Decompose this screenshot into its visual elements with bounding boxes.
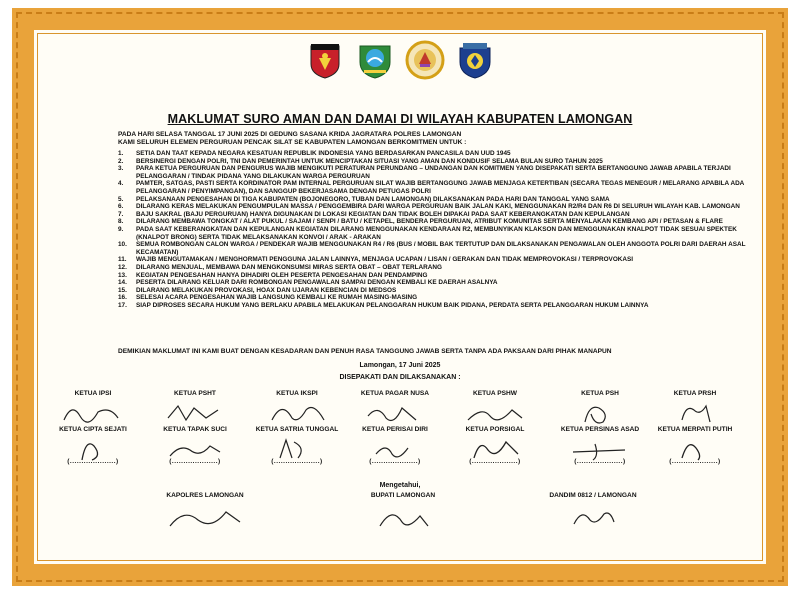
agreement-heading: DISEPAKATI DAN DILAKSANAKAN : xyxy=(339,374,461,381)
list-item xyxy=(118,287,748,295)
handwritten-signature xyxy=(262,400,332,426)
signatory-role: KETUA PSH xyxy=(581,390,619,397)
signature-line: (....................) xyxy=(469,457,521,465)
list-item xyxy=(118,211,748,219)
signature-block-dandim xyxy=(528,492,658,532)
commitment-list xyxy=(118,150,748,309)
signatory-role: KETUA PAGAR NUSA xyxy=(360,390,430,397)
item-number: 14. xyxy=(118,279,127,287)
handwritten-signature xyxy=(660,400,730,426)
item-number: 13. xyxy=(118,271,127,279)
list-item xyxy=(118,302,748,310)
list-item xyxy=(118,196,748,204)
item-number: 15. xyxy=(118,286,127,294)
item-number: 2. xyxy=(118,157,124,165)
list-item xyxy=(118,264,748,272)
signature-block-kapolres xyxy=(140,492,270,532)
item-text: KEGIATAN PENGESAHAN HANYA DIHADIRI OLEH PESERTA PENGESAHAN DAN PENDAMPING xyxy=(136,271,428,279)
item-text: BAJU SAKRAL (BAJU PERGURUAN) HANYA DIGUNAKAN DI LOKASI KEGIATAN DAN TIDAK BOLEH DIPAKAI PADA SAAT KEBERANGKATAN DAN KEPULANGAN xyxy=(136,210,630,218)
item-text: SIAP DIPROSES SECARA HUKUM YANG BERLAKU APABILA MELAKUKAN PELANGGARAN HUKUM BAIK PIDANA, PERDATA SERTA PELANGGARAN HUKUM LAINNYA xyxy=(136,301,649,309)
signature-line: (....................) xyxy=(67,457,119,465)
bhayangkara-emblem-icon xyxy=(305,40,345,80)
signature-block-satria-tunggal xyxy=(252,426,342,465)
list-item xyxy=(118,294,748,302)
intro-text xyxy=(118,131,466,147)
item-number: 17. xyxy=(118,301,127,309)
signatory-role: KETUA TAPAK SUCI xyxy=(163,426,227,433)
handwritten-signature xyxy=(548,502,638,532)
signatory-role: BUPATI LAMONGAN xyxy=(370,492,436,499)
university-seal-icon xyxy=(405,40,445,80)
list-item xyxy=(118,158,748,166)
item-text: PELAKSANAAN PENGESAHAN DI TIGA KABUPATEN (BOJONEGORO, TUBAN DAN LAMONGAN) DILAKSANAKAN PADA HARI DAN TANGGAL YANG SAMA xyxy=(136,195,610,203)
lamongan-regency-emblem-icon xyxy=(355,40,395,80)
signatory-role: KETUA MERPATI PUTIH xyxy=(657,426,733,433)
signatory-role: KETUA PRSH xyxy=(673,390,717,397)
closing-statement: DEMIKIAN MAKLUMAT INI KAMI BUAT DENGAN KESADARAN DAN PENUH RASA TANGGUNG JAWAB SERTA TANPA ADA PAKSAAN DARI PIHAK MANAPUN xyxy=(118,348,612,355)
acknowledged-label: Mengetahui, xyxy=(379,482,421,489)
signature-block-tapak-suci xyxy=(150,426,240,465)
item-number: 6. xyxy=(118,203,124,211)
signature-line: (....................) xyxy=(169,457,221,465)
signature-block-perisai-diri xyxy=(350,426,440,465)
handwritten-signature xyxy=(160,400,230,426)
item-number: 4. xyxy=(118,180,124,188)
item-text: DILARANG MELAKUKAN PROVOKASI, HOAX DAN UJARAN KEBENCIAN DI MEDSOS xyxy=(136,286,397,294)
item-text: DILARANG MEMBAWA TONGKAT / ALAT PUKUL / SAJAM / SENPI / BATU / KETAPEL, BENDERA PERGURUAN, ATRIBUT KOMUNITAS SERTA MENYALAKAN KEMBANG API / PETASAN & FLARE xyxy=(136,218,723,226)
signatory-role: KETUA IKSPI xyxy=(276,390,318,397)
signature-line: (....................) xyxy=(669,457,721,465)
list-item xyxy=(118,241,748,256)
list-item xyxy=(118,218,748,226)
handwritten-signature xyxy=(358,502,448,532)
list-item xyxy=(118,226,748,241)
list-item xyxy=(118,180,748,195)
item-number: 5. xyxy=(118,195,124,203)
list-item xyxy=(118,203,748,211)
signatory-role: DANDIM 0812 / LAMONGAN xyxy=(549,492,637,499)
signature-line: (....................) xyxy=(271,457,323,465)
signature-block-pshw xyxy=(450,390,540,426)
handwritten-signature xyxy=(160,502,250,532)
document-title: MAKLUMAT SURO AMAN DAN DAMAI DI WILAYAH KABUPATEN LAMONGAN xyxy=(167,112,633,126)
handwritten-signature xyxy=(460,400,530,426)
item-number: 9. xyxy=(118,225,124,233)
signature-block-ipsi xyxy=(48,390,138,426)
signature-line: (....................) xyxy=(574,457,626,465)
item-number: 10. xyxy=(118,241,127,249)
item-text: SEMUA ROMBONGAN CALON WARGA / PENDEKAR WAJIB MENGGUNAKAN R4 / R6 (BUS / MOBIL BAK TERTUTUP DAN DILAKSANAKAN PENGAWALAN OLEH ANGGOTA POLRI DARI DAERAH ASAL KECAMATAN) xyxy=(136,241,746,256)
item-text: PADA SAAT KEBERANGKATAN DAN KEPULANGAN KEGIATAN DILARANG MENGGUNAKAN KENDARAAN R2, MEMBUNYIKAN KLAKSON DAN MENGGUNAKAN KNALPOT TIDAK SESUAI SPEKTEK (KNALPOT BRONG) SERTA TIDAK MELAKSANAKAN KONVOI / ARAK - ARAKAN xyxy=(136,225,737,241)
item-text: SELESAI ACARA PENGESAHAN WAJIB LANGSUNG KEMBALI KE RUMAH MASING-MASING xyxy=(136,294,418,302)
item-number: 16. xyxy=(118,294,127,302)
signature-block-persinas-asad xyxy=(555,426,645,465)
logo-row xyxy=(0,40,800,80)
signature-block-porsigal xyxy=(450,426,540,465)
item-text: DILARANG KERAS MELAKUKAN PENGUMPULAN MASSA / PENGGEMBIRA DARI WARGA PERGURUAN BAIK JALAN KAKI, MENGGUNAKAN R2/R4 DAN R6 DI SELURUH WILAYAH KAB. LAMONGAN xyxy=(136,203,740,211)
signatory-role: KETUA PERSINAS ASAD xyxy=(560,426,640,433)
list-item xyxy=(118,150,748,158)
handwritten-signature xyxy=(360,400,430,426)
signatory-role: KETUA PERISAI DIRI xyxy=(362,426,428,433)
signature-line: (....................) xyxy=(369,457,421,465)
intro-line: PADA HARI SELASA TANGGAL 17 JUNI 2025 DI GEDUNG SASANA KRIDA JAGRATARA POLRES LAMONGAN xyxy=(118,131,462,138)
item-number: 3. xyxy=(118,165,124,173)
document-date: Lamongan, 17 Juni 2025 xyxy=(359,362,441,369)
signature-block-merpati-putih xyxy=(650,426,740,465)
signature-block-cipta-sejati xyxy=(48,426,138,465)
polres-lamongan-emblem-icon xyxy=(455,40,495,80)
signature-block-ikspi xyxy=(252,390,342,426)
signatory-role: KETUA IPSI xyxy=(74,390,112,397)
signature-block-prsh xyxy=(650,390,740,426)
intro-line: KAMI SELURUH ELEMEN PERGURUAN PENCAK SILAT SE KABUPATEN LAMONGAN BERKOMITMEN UNTUK : xyxy=(118,139,467,146)
signatory-role: KETUA CIPTA SEJATI xyxy=(59,426,127,433)
item-text: BERSINERGI DENGAN POLRI, TNI DAN PEMERINTAH UNTUK MENCIPTAKAN SITUASI YANG AMAN DAN KONDUSIF SELAMA BULAN SURO TAHUN 2025 xyxy=(136,157,603,165)
signatory-role: KETUA SATRIA TUNGGAL xyxy=(255,426,339,433)
list-item xyxy=(118,279,748,287)
item-number: 8. xyxy=(118,218,124,226)
item-text: DILARANG MENJUAL, MEMBAWA DAN MENGKONSUMSI MIRAS SERTA OBAT – OBAT TERLARANG xyxy=(136,263,442,271)
item-number: 11. xyxy=(118,256,127,264)
signature-block-psht xyxy=(150,390,240,426)
signatory-role: KETUA PSHW xyxy=(472,390,518,397)
signatory-role: KAPOLRES LAMONGAN xyxy=(166,492,244,499)
item-text: PAMTER, SATGAS, PASTI SERTA KORDINATOR PAM INTERNAL PERGURUAN SILAT WAJIB BERTANGGUNG JAWAB MENJAGA KETERTIBAN (SECARA TEGAS MENEGUR / MELARANG APABILA ADA PELANGGARAN / PENYIMPANGAN), DAN SANGGUP BEKERJASAMA DENGAN PETUGAS POLRI xyxy=(136,180,745,195)
signatory-role: KETUA PORSIGAL xyxy=(465,426,525,433)
signature-block-psh xyxy=(555,390,645,426)
item-text: PARA KETUA PERGURUAN DAN PENGURUS WAJIB MENGIKUTI PERATURAN PERUNDANG – UNDANGAN DAN KOMITMEN YANG DISEPAKATI SERTA BERTANGGUNG JAWAB APABILA TERJADI PELANGGARAN / TINDAK PIDANA YANG DILAKUKAN WARGA PERGURUAN xyxy=(136,165,731,180)
item-number: 12. xyxy=(118,263,127,271)
item-text: WAJIB MENGUTAMAKAN / MENGHORMATI PENGGUNA JALAN LAINNYA, MENJAGA UCAPAN / LISAN / GERAKAN DAN TIDAK MEMPROVOKASI / TERPROVOKASI xyxy=(136,256,634,264)
list-item xyxy=(118,272,748,280)
handwritten-signature xyxy=(58,400,128,426)
list-item xyxy=(118,256,748,264)
item-number: 1. xyxy=(118,150,124,157)
item-text: SETIA DAN TAAT KEPADA NEGARA KESATUAN REPUBLIK INDONESIA YANG BERDASARKAN PANCASILA DAN UUD 1945 xyxy=(136,150,511,157)
item-number: 7. xyxy=(118,210,124,218)
handwritten-signature xyxy=(565,400,635,426)
item-text: PESERTA DILARANG KELUAR DARI ROMBONGAN PENGAWALAN SAMPAI DENGAN KEMBALI KE DAERAH ASALNYA xyxy=(136,279,498,287)
list-item xyxy=(118,165,748,180)
signature-block-pagar-nusa xyxy=(350,390,440,426)
signature-block-bupati xyxy=(338,492,468,532)
signatory-role: KETUA PSHT xyxy=(174,390,216,397)
